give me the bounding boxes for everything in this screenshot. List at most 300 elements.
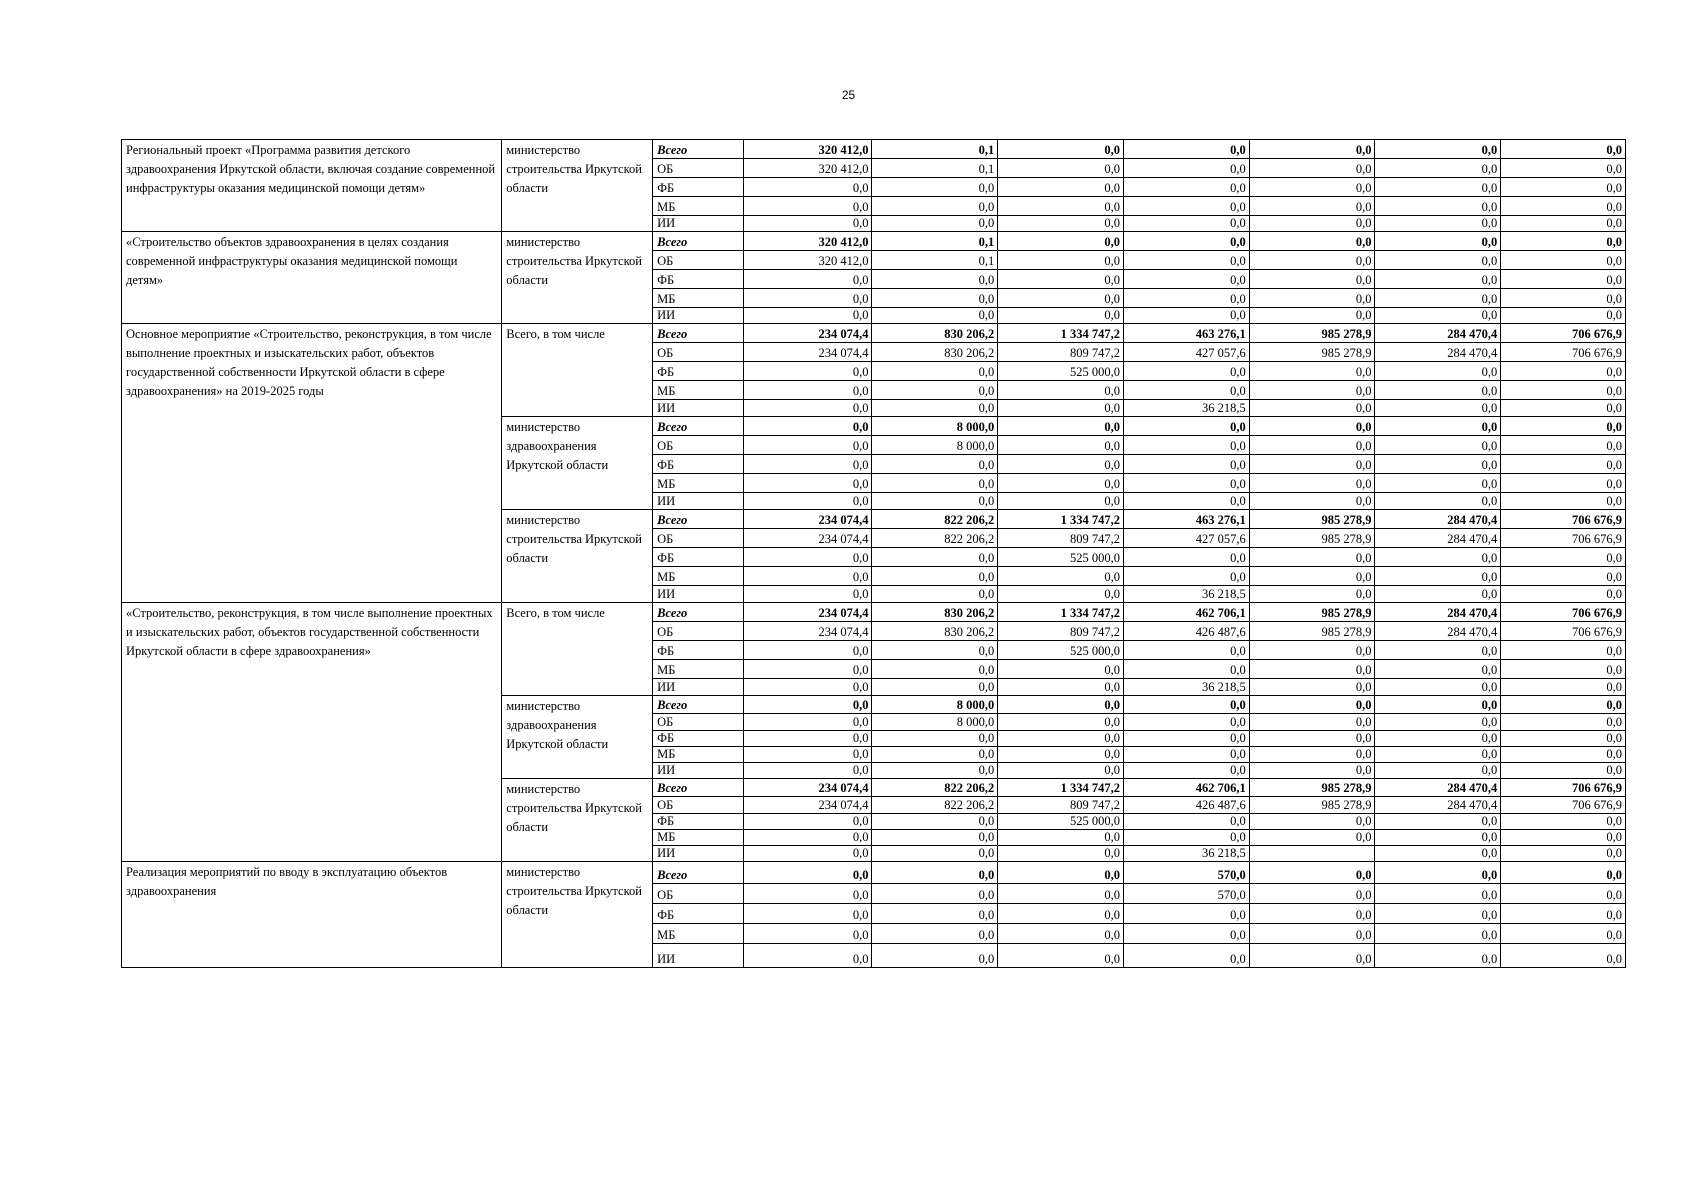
amount-cell: 0,0 bbox=[1249, 417, 1375, 436]
amount-cell: 0,0 bbox=[743, 178, 872, 197]
amount-cell: 320 412,0 bbox=[743, 140, 872, 159]
amount-cell: 822 206,2 bbox=[872, 529, 998, 548]
amount-cell: 0,0 bbox=[872, 197, 998, 216]
amount-cell: 0,0 bbox=[743, 731, 872, 747]
funding-source: Всего bbox=[653, 779, 744, 797]
funding-source: ФБ bbox=[653, 548, 744, 567]
amount-cell: 0,0 bbox=[1249, 884, 1375, 904]
executor-cell: министерство строительства Иркутской области bbox=[502, 779, 653, 862]
amount-cell: 0,0 bbox=[998, 270, 1124, 289]
amount-cell: 0,0 bbox=[743, 696, 872, 714]
amount-cell: 463 276,1 bbox=[1123, 324, 1249, 343]
amount-cell: 0,0 bbox=[1501, 251, 1626, 270]
amount-cell: 0,0 bbox=[743, 197, 872, 216]
amount-cell: 284 470,4 bbox=[1375, 343, 1501, 362]
amount-cell: 0,0 bbox=[1501, 567, 1626, 586]
amount-cell: 234 074,4 bbox=[743, 529, 872, 548]
amount-cell: 0,0 bbox=[998, 567, 1124, 586]
amount-cell: 809 747,2 bbox=[998, 622, 1124, 641]
amount-cell: 0,0 bbox=[743, 904, 872, 924]
amount-cell: 0,0 bbox=[1249, 270, 1375, 289]
amount-cell: 0,0 bbox=[1375, 474, 1501, 493]
amount-cell: 0,0 bbox=[872, 763, 998, 779]
amount-cell: 0,0 bbox=[998, 178, 1124, 197]
executor-cell: министерство здравоохранения Иркутской области bbox=[502, 417, 653, 510]
amount-cell: 0,0 bbox=[1501, 862, 1626, 884]
amount-cell: 985 278,9 bbox=[1249, 622, 1375, 641]
amount-cell: 0,0 bbox=[1501, 696, 1626, 714]
amount-cell: 0,0 bbox=[1375, 904, 1501, 924]
table-row bbox=[122, 603, 1626, 622]
amount-cell: 0,0 bbox=[872, 641, 998, 660]
amount-cell: 0,0 bbox=[998, 862, 1124, 884]
amount-cell: 0,0 bbox=[1123, 731, 1249, 747]
amount-cell: 830 206,2 bbox=[872, 622, 998, 641]
amount-cell bbox=[1249, 846, 1375, 862]
amount-cell: 284 470,4 bbox=[1375, 622, 1501, 641]
amount-cell: 0,0 bbox=[743, 362, 872, 381]
amount-cell: 0,0 bbox=[1501, 586, 1626, 603]
amount-cell: 463 276,1 bbox=[1123, 510, 1249, 529]
amount-cell: 0,0 bbox=[1501, 197, 1626, 216]
amount-cell: 0,0 bbox=[998, 660, 1124, 679]
amount-cell: 8 000,0 bbox=[872, 417, 998, 436]
amount-cell: 8 000,0 bbox=[872, 696, 998, 714]
amount-cell: 0,0 bbox=[1501, 159, 1626, 178]
amount-cell: 0,0 bbox=[743, 381, 872, 400]
amount-cell: 0,0 bbox=[1375, 493, 1501, 510]
amount-cell: 0,0 bbox=[1501, 763, 1626, 779]
amount-cell: 0,0 bbox=[1375, 455, 1501, 474]
amount-cell: 0,0 bbox=[998, 904, 1124, 924]
amount-cell: 0,1 bbox=[872, 159, 998, 178]
funding-source: МБ bbox=[653, 747, 744, 763]
amount-cell: 0,0 bbox=[998, 197, 1124, 216]
amount-cell: 0,0 bbox=[1123, 197, 1249, 216]
amount-cell: 462 706,1 bbox=[1123, 779, 1249, 797]
amount-cell: 0,0 bbox=[1501, 474, 1626, 493]
amount-cell: 234 074,4 bbox=[743, 797, 872, 814]
amount-cell: 0,0 bbox=[1249, 289, 1375, 308]
amount-cell: 0,0 bbox=[1249, 436, 1375, 455]
funding-source: ОБ bbox=[653, 797, 744, 814]
amount-cell: 0,0 bbox=[1501, 731, 1626, 747]
amount-cell: 0,0 bbox=[1123, 567, 1249, 586]
amount-cell: 0,0 bbox=[1501, 714, 1626, 731]
amount-cell: 0,0 bbox=[1375, 884, 1501, 904]
amount-cell: 0,0 bbox=[743, 289, 872, 308]
amount-cell: 570,0 bbox=[1123, 884, 1249, 904]
amount-cell: 0,0 bbox=[1375, 679, 1501, 696]
funding-source: ОБ bbox=[653, 436, 744, 455]
amount-cell: 0,0 bbox=[1123, 455, 1249, 474]
amount-cell: 8 000,0 bbox=[872, 436, 998, 455]
funding-source: Всего bbox=[653, 696, 744, 714]
amount-cell: 0,0 bbox=[1375, 747, 1501, 763]
amount-cell: 0,0 bbox=[1249, 455, 1375, 474]
amount-cell: 0,0 bbox=[743, 924, 872, 944]
amount-cell: 0,0 bbox=[1123, 289, 1249, 308]
amount-cell: 284 470,4 bbox=[1375, 603, 1501, 622]
amount-cell: 320 412,0 bbox=[743, 232, 872, 251]
amount-cell: 0,0 bbox=[743, 586, 872, 603]
amount-cell: 985 278,9 bbox=[1249, 603, 1375, 622]
amount-cell: 0,0 bbox=[1123, 216, 1249, 232]
amount-cell: 0,0 bbox=[1501, 679, 1626, 696]
amount-cell: 36 218,5 bbox=[1123, 846, 1249, 862]
amount-cell: 0,0 bbox=[998, 493, 1124, 510]
funding-source: ОБ bbox=[653, 529, 744, 548]
amount-cell: 0,0 bbox=[1249, 493, 1375, 510]
funding-source: ИИ bbox=[653, 586, 744, 603]
amount-cell: 822 206,2 bbox=[872, 779, 998, 797]
amount-cell: 0,0 bbox=[998, 308, 1124, 324]
amount-cell: 0,0 bbox=[743, 270, 872, 289]
funding-source: ИИ bbox=[653, 308, 744, 324]
funding-source: ОБ bbox=[653, 622, 744, 641]
funding-source: МБ bbox=[653, 567, 744, 586]
amount-cell: 0,0 bbox=[1375, 140, 1501, 159]
funding-source: ФБ bbox=[653, 814, 744, 830]
amount-cell: 0,0 bbox=[1249, 548, 1375, 567]
amount-cell: 830 206,2 bbox=[872, 603, 998, 622]
amount-cell: 0,0 bbox=[1375, 586, 1501, 603]
amount-cell: 0,0 bbox=[998, 251, 1124, 270]
amount-cell: 0,0 bbox=[743, 814, 872, 830]
amount-cell: 0,0 bbox=[872, 381, 998, 400]
amount-cell: 985 278,9 bbox=[1249, 779, 1375, 797]
amount-cell: 0,0 bbox=[1501, 436, 1626, 455]
amount-cell: 706 676,9 bbox=[1501, 510, 1626, 529]
amount-cell: 234 074,4 bbox=[743, 622, 872, 641]
amount-cell: 809 747,2 bbox=[998, 797, 1124, 814]
amount-cell: 0,0 bbox=[1249, 216, 1375, 232]
amount-cell: 0,0 bbox=[1375, 417, 1501, 436]
amount-cell: 0,0 bbox=[1249, 924, 1375, 944]
executor-cell: Всего, в том числе bbox=[502, 324, 653, 417]
amount-cell: 0,0 bbox=[998, 884, 1124, 904]
amount-cell: 0,0 bbox=[1249, 178, 1375, 197]
amount-cell: 234 074,4 bbox=[743, 324, 872, 343]
amount-cell: 0,0 bbox=[998, 731, 1124, 747]
amount-cell: 0,0 bbox=[1123, 436, 1249, 455]
amount-cell: 985 278,9 bbox=[1249, 797, 1375, 814]
amount-cell: 0,0 bbox=[1249, 747, 1375, 763]
amount-cell: 0,0 bbox=[1249, 586, 1375, 603]
amount-cell: 0,0 bbox=[1249, 862, 1375, 884]
funding-source: ФБ bbox=[653, 904, 744, 924]
amount-cell: 0,0 bbox=[998, 679, 1124, 696]
amount-cell: 0,0 bbox=[1249, 763, 1375, 779]
amount-cell: 0,0 bbox=[998, 159, 1124, 178]
funding-source: Всего bbox=[653, 510, 744, 529]
amount-cell: 0,0 bbox=[872, 884, 998, 904]
amount-cell: 36 218,5 bbox=[1123, 586, 1249, 603]
measure-name: «Строительство объектов здравоохранения в целях создания современной инфраструктуры оказания медицинской помощи детям» bbox=[122, 232, 502, 324]
measure-name: Реализация мероприятий по вводу в эксплуатацию объектов здравоохранения bbox=[122, 862, 502, 968]
amount-cell: 0,0 bbox=[998, 830, 1124, 846]
amount-cell: 0,0 bbox=[743, 548, 872, 567]
funding-source: ФБ bbox=[653, 362, 744, 381]
funding-source: ИИ bbox=[653, 400, 744, 417]
amount-cell: 0,0 bbox=[998, 714, 1124, 731]
amount-cell: 0,0 bbox=[1501, 381, 1626, 400]
amount-cell: 0,0 bbox=[1123, 474, 1249, 493]
amount-cell: 0,0 bbox=[872, 493, 998, 510]
amount-cell: 0,0 bbox=[743, 641, 872, 660]
amount-cell: 0,0 bbox=[1123, 178, 1249, 197]
amount-cell: 0,0 bbox=[1375, 660, 1501, 679]
amount-cell: 427 057,6 bbox=[1123, 343, 1249, 362]
amount-cell: 0,0 bbox=[998, 232, 1124, 251]
amount-cell: 0,0 bbox=[872, 679, 998, 696]
amount-cell: 0,0 bbox=[1123, 814, 1249, 830]
executor-cell: министерство строительства Иркутской области bbox=[502, 232, 653, 324]
amount-cell: 0,0 bbox=[998, 216, 1124, 232]
amount-cell: 0,0 bbox=[743, 830, 872, 846]
amount-cell: 0,0 bbox=[1123, 362, 1249, 381]
funding-source: Всего bbox=[653, 417, 744, 436]
amount-cell: 0,0 bbox=[743, 660, 872, 679]
amount-cell: 706 676,9 bbox=[1501, 779, 1626, 797]
amount-cell: 0,0 bbox=[872, 289, 998, 308]
amount-cell: 0,0 bbox=[1375, 924, 1501, 944]
amount-cell: 0,0 bbox=[1375, 731, 1501, 747]
amount-cell: 0,0 bbox=[1249, 474, 1375, 493]
amount-cell: 0,0 bbox=[1501, 362, 1626, 381]
amount-cell: 0,0 bbox=[1249, 944, 1375, 968]
page-number: 25 bbox=[841, 88, 856, 102]
amount-cell: 1 334 747,2 bbox=[998, 779, 1124, 797]
amount-cell: 0,0 bbox=[1501, 417, 1626, 436]
amount-cell: 0,0 bbox=[1249, 731, 1375, 747]
amount-cell: 0,0 bbox=[998, 846, 1124, 862]
amount-cell: 0,0 bbox=[1375, 197, 1501, 216]
amount-cell: 0,0 bbox=[872, 862, 998, 884]
amount-cell: 0,0 bbox=[872, 455, 998, 474]
table-row bbox=[122, 862, 1626, 884]
amount-cell: 0,0 bbox=[998, 924, 1124, 944]
amount-cell: 570,0 bbox=[1123, 862, 1249, 884]
amount-cell: 985 278,9 bbox=[1249, 324, 1375, 343]
amount-cell: 0,0 bbox=[743, 714, 872, 731]
budget-table bbox=[121, 139, 1626, 968]
amount-cell: 0,0 bbox=[1501, 455, 1626, 474]
amount-cell: 0,0 bbox=[1501, 641, 1626, 660]
funding-source: Всего bbox=[653, 603, 744, 622]
amount-cell: 0,0 bbox=[872, 216, 998, 232]
amount-cell: 0,0 bbox=[1501, 924, 1626, 944]
amount-cell: 0,0 bbox=[1375, 862, 1501, 884]
amount-cell: 0,0 bbox=[1375, 400, 1501, 417]
amount-cell: 0,0 bbox=[1501, 846, 1626, 862]
amount-cell: 0,0 bbox=[1123, 924, 1249, 944]
executor-cell: министерство строительства Иркутской области bbox=[502, 140, 653, 232]
amount-cell: 706 676,9 bbox=[1501, 797, 1626, 814]
amount-cell: 0,0 bbox=[1501, 747, 1626, 763]
amount-cell: 0,0 bbox=[743, 308, 872, 324]
amount-cell: 0,0 bbox=[1123, 714, 1249, 731]
amount-cell: 0,0 bbox=[1375, 270, 1501, 289]
amount-cell: 0,0 bbox=[1501, 904, 1626, 924]
amount-cell: 0,0 bbox=[998, 140, 1124, 159]
amount-cell: 0,0 bbox=[1249, 679, 1375, 696]
amount-cell: 0,0 bbox=[872, 567, 998, 586]
amount-cell: 0,0 bbox=[998, 747, 1124, 763]
amount-cell: 0,0 bbox=[1249, 660, 1375, 679]
table-row bbox=[122, 324, 1626, 343]
funding-source: МБ bbox=[653, 289, 744, 308]
amount-cell: 0,0 bbox=[1249, 641, 1375, 660]
amount-cell: 0,0 bbox=[998, 436, 1124, 455]
amount-cell: 830 206,2 bbox=[872, 324, 998, 343]
amount-cell: 234 074,4 bbox=[743, 603, 872, 622]
table-row bbox=[122, 232, 1626, 251]
amount-cell: 0,0 bbox=[1375, 567, 1501, 586]
measure-name: Региональный проект «Программа развития детского здравоохранения Иркутской области, включая создание современной инфраструктуры оказания медицинской помощи детям» bbox=[122, 140, 502, 232]
amount-cell: 0,0 bbox=[743, 679, 872, 696]
amount-cell: 0,0 bbox=[998, 455, 1124, 474]
amount-cell: 822 206,2 bbox=[872, 797, 998, 814]
funding-source: ИИ bbox=[653, 216, 744, 232]
amount-cell: 0,0 bbox=[1375, 308, 1501, 324]
amount-cell: 0,0 bbox=[1375, 436, 1501, 455]
executor-cell: министерство строительства Иркутской области bbox=[502, 862, 653, 968]
amount-cell: 0,0 bbox=[1249, 567, 1375, 586]
amount-cell: 0,0 bbox=[1375, 232, 1501, 251]
amount-cell: 36 218,5 bbox=[1123, 400, 1249, 417]
amount-cell: 0,0 bbox=[872, 586, 998, 603]
amount-cell: 0,0 bbox=[1375, 814, 1501, 830]
amount-cell: 0,0 bbox=[1501, 830, 1626, 846]
amount-cell: 0,0 bbox=[1249, 814, 1375, 830]
amount-cell: 0,0 bbox=[872, 944, 998, 968]
amount-cell: 0,0 bbox=[872, 178, 998, 197]
amount-cell: 0,0 bbox=[1501, 140, 1626, 159]
amount-cell: 0,0 bbox=[872, 846, 998, 862]
amount-cell: 0,0 bbox=[998, 696, 1124, 714]
amount-cell: 0,0 bbox=[1249, 830, 1375, 846]
amount-cell: 0,0 bbox=[872, 924, 998, 944]
amount-cell: 0,1 bbox=[872, 140, 998, 159]
table-row bbox=[122, 140, 1626, 159]
amount-cell: 0,0 bbox=[1375, 944, 1501, 968]
amount-cell: 0,0 bbox=[1249, 251, 1375, 270]
amount-cell: 0,0 bbox=[1375, 714, 1501, 731]
amount-cell: 284 470,4 bbox=[1375, 529, 1501, 548]
amount-cell: 0,0 bbox=[1501, 884, 1626, 904]
amount-cell: 0,0 bbox=[743, 400, 872, 417]
funding-source: МБ bbox=[653, 660, 744, 679]
funding-source: МБ bbox=[653, 381, 744, 400]
amount-cell: 525 000,0 bbox=[998, 548, 1124, 567]
funding-source: ФБ bbox=[653, 455, 744, 474]
funding-source: ОБ bbox=[653, 251, 744, 270]
amount-cell: 0,0 bbox=[1249, 904, 1375, 924]
funding-source: МБ bbox=[653, 197, 744, 216]
funding-source: ОБ bbox=[653, 714, 744, 731]
funding-source: ИИ bbox=[653, 846, 744, 862]
funding-source: ФБ bbox=[653, 178, 744, 197]
amount-cell: 0,0 bbox=[1375, 846, 1501, 862]
amount-cell: 822 206,2 bbox=[872, 510, 998, 529]
amount-cell: 0,0 bbox=[998, 586, 1124, 603]
funding-source: ОБ bbox=[653, 884, 744, 904]
amount-cell: 0,0 bbox=[1123, 159, 1249, 178]
amount-cell: 0,0 bbox=[1123, 381, 1249, 400]
amount-cell: 427 057,6 bbox=[1123, 529, 1249, 548]
amount-cell: 0,0 bbox=[872, 731, 998, 747]
amount-cell: 0,0 bbox=[743, 567, 872, 586]
amount-cell: 0,0 bbox=[872, 400, 998, 417]
amount-cell: 0,0 bbox=[1501, 270, 1626, 289]
amount-cell: 0,1 bbox=[872, 251, 998, 270]
amount-cell: 0,0 bbox=[1501, 289, 1626, 308]
amount-cell: 809 747,2 bbox=[998, 529, 1124, 548]
funding-source: ФБ bbox=[653, 641, 744, 660]
amount-cell: 0,1 bbox=[872, 232, 998, 251]
amount-cell: 320 412,0 bbox=[743, 251, 872, 270]
amount-cell: 0,0 bbox=[1375, 159, 1501, 178]
funding-source: ФБ bbox=[653, 270, 744, 289]
amount-cell: 0,0 bbox=[1501, 548, 1626, 567]
amount-cell: 0,0 bbox=[1123, 232, 1249, 251]
amount-cell: 0,0 bbox=[998, 400, 1124, 417]
funding-source: ОБ bbox=[653, 159, 744, 178]
amount-cell: 985 278,9 bbox=[1249, 510, 1375, 529]
amount-cell: 0,0 bbox=[1501, 178, 1626, 197]
amount-cell: 0,0 bbox=[1249, 159, 1375, 178]
amount-cell: 0,0 bbox=[1501, 814, 1626, 830]
amount-cell: 0,0 bbox=[998, 474, 1124, 493]
amount-cell: 0,0 bbox=[1501, 232, 1626, 251]
amount-cell: 0,0 bbox=[1501, 660, 1626, 679]
funding-source: ИИ bbox=[653, 493, 744, 510]
amount-cell: 0,0 bbox=[998, 763, 1124, 779]
amount-cell: 706 676,9 bbox=[1501, 324, 1626, 343]
amount-cell: 0,0 bbox=[1123, 830, 1249, 846]
amount-cell: 0,0 bbox=[1123, 763, 1249, 779]
amount-cell: 0,0 bbox=[743, 763, 872, 779]
amount-cell: 0,0 bbox=[1249, 308, 1375, 324]
amount-cell: 0,0 bbox=[1123, 660, 1249, 679]
executor-cell: министерство здравоохранения Иркутской области bbox=[502, 696, 653, 779]
amount-cell: 234 074,4 bbox=[743, 510, 872, 529]
amount-cell: 0,0 bbox=[1501, 493, 1626, 510]
amount-cell: 0,0 bbox=[1249, 696, 1375, 714]
amount-cell: 0,0 bbox=[1501, 400, 1626, 417]
funding-source: МБ bbox=[653, 924, 744, 944]
amount-cell: 0,0 bbox=[1375, 830, 1501, 846]
amount-cell: 0,0 bbox=[1501, 216, 1626, 232]
amount-cell: 0,0 bbox=[1249, 197, 1375, 216]
amount-cell: 426 487,6 bbox=[1123, 797, 1249, 814]
amount-cell: 0,0 bbox=[1123, 140, 1249, 159]
amount-cell: 830 206,2 bbox=[872, 343, 998, 362]
amount-cell: 0,0 bbox=[1123, 944, 1249, 968]
amount-cell: 0,0 bbox=[743, 493, 872, 510]
amount-cell: 0,0 bbox=[998, 417, 1124, 436]
amount-cell: 0,0 bbox=[743, 216, 872, 232]
amount-cell: 0,0 bbox=[1375, 696, 1501, 714]
amount-cell: 0,0 bbox=[872, 308, 998, 324]
amount-cell: 985 278,9 bbox=[1249, 529, 1375, 548]
amount-cell: 0,0 bbox=[872, 814, 998, 830]
amount-cell: 0,0 bbox=[872, 747, 998, 763]
amount-cell: 0,0 bbox=[1375, 763, 1501, 779]
amount-cell: 1 334 747,2 bbox=[998, 324, 1124, 343]
funding-source: ИИ bbox=[653, 944, 744, 968]
